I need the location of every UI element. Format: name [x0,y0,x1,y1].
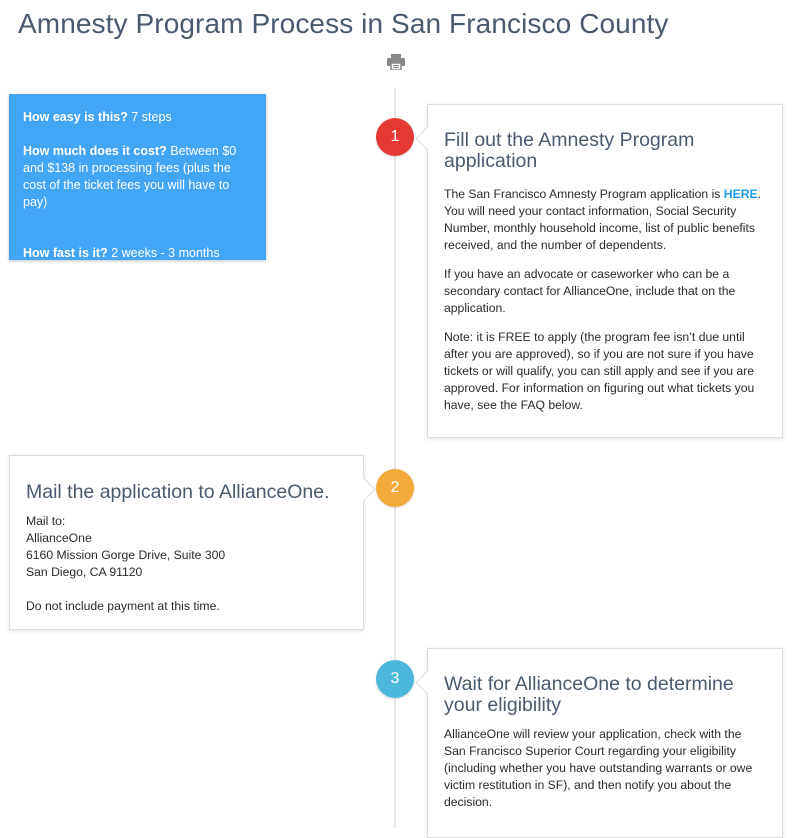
card-pointer [415,126,439,150]
payment-note: Do not include payment at this time. [26,599,220,613]
step-1-paragraph-1: The San Francisco Amnesty Program application is HERE. You will need your contact information, Social Security Number, monthly household income, list of public benefits received, and the number of dependents. [444,187,762,252]
timeline-line [394,88,396,828]
summary-box [9,94,266,260]
address-city: San Diego, CA 91120 [26,565,143,579]
recipient-name: AllianceOne [26,531,92,545]
step-1-paragraph-3: Note: it is FREE to apply (the program fee isn’t due until after you are approved), so if you are not sure if you have tickets or will qualify, you can still apply and see if you are approved. For information on figuring out what tickets you have, see the FAQ below. [444,330,755,412]
step-1-paragraph-2: If you have an advocate or caseworker who can be a secondary contact for AllianceOne, include that on the application. [444,267,736,315]
step-2-number: 2 [376,469,414,507]
step-2-title: Mail the application to AllianceOne. [26,481,330,503]
card-pointer [351,477,375,501]
summary-cost: How much does it cost? Between $0 and $138 in processing fees (plus the cost of the ticket fees you will have to pay) [23,144,237,209]
step-3-number: 3 [376,660,414,698]
step-3-card [427,648,783,838]
page-title: Amnesty Program Process in San Francisco County [18,8,669,39]
mail-to-label: Mail to: [26,514,66,528]
application-link[interactable]: HERE [723,187,758,201]
step-2-card [9,455,364,630]
card-pointer [415,670,439,694]
address-street: 6160 Mission Gorge Drive, Suite 300 [26,548,226,562]
step-1-card [427,104,783,438]
summary-speed: How fast is it? 2 weeks - 3 months [23,246,220,260]
summary-ease: How easy is this? 7 steps [23,110,172,124]
step-3-paragraph-1: AllianceOne will review your application, check with the San Francisco Superior Court regarding your eligibility (including whether you have outstanding warrants or owe victim restitution in SF), and then notify you about the decision. [444,727,753,809]
printer-icon[interactable] [387,54,405,70]
step-1-title: Fill out the Amnesty Program application [444,129,695,172]
step-3-title: Wait for AllianceOne to determine your eligibility [444,673,734,716]
step-1-number: 1 [376,118,414,156]
